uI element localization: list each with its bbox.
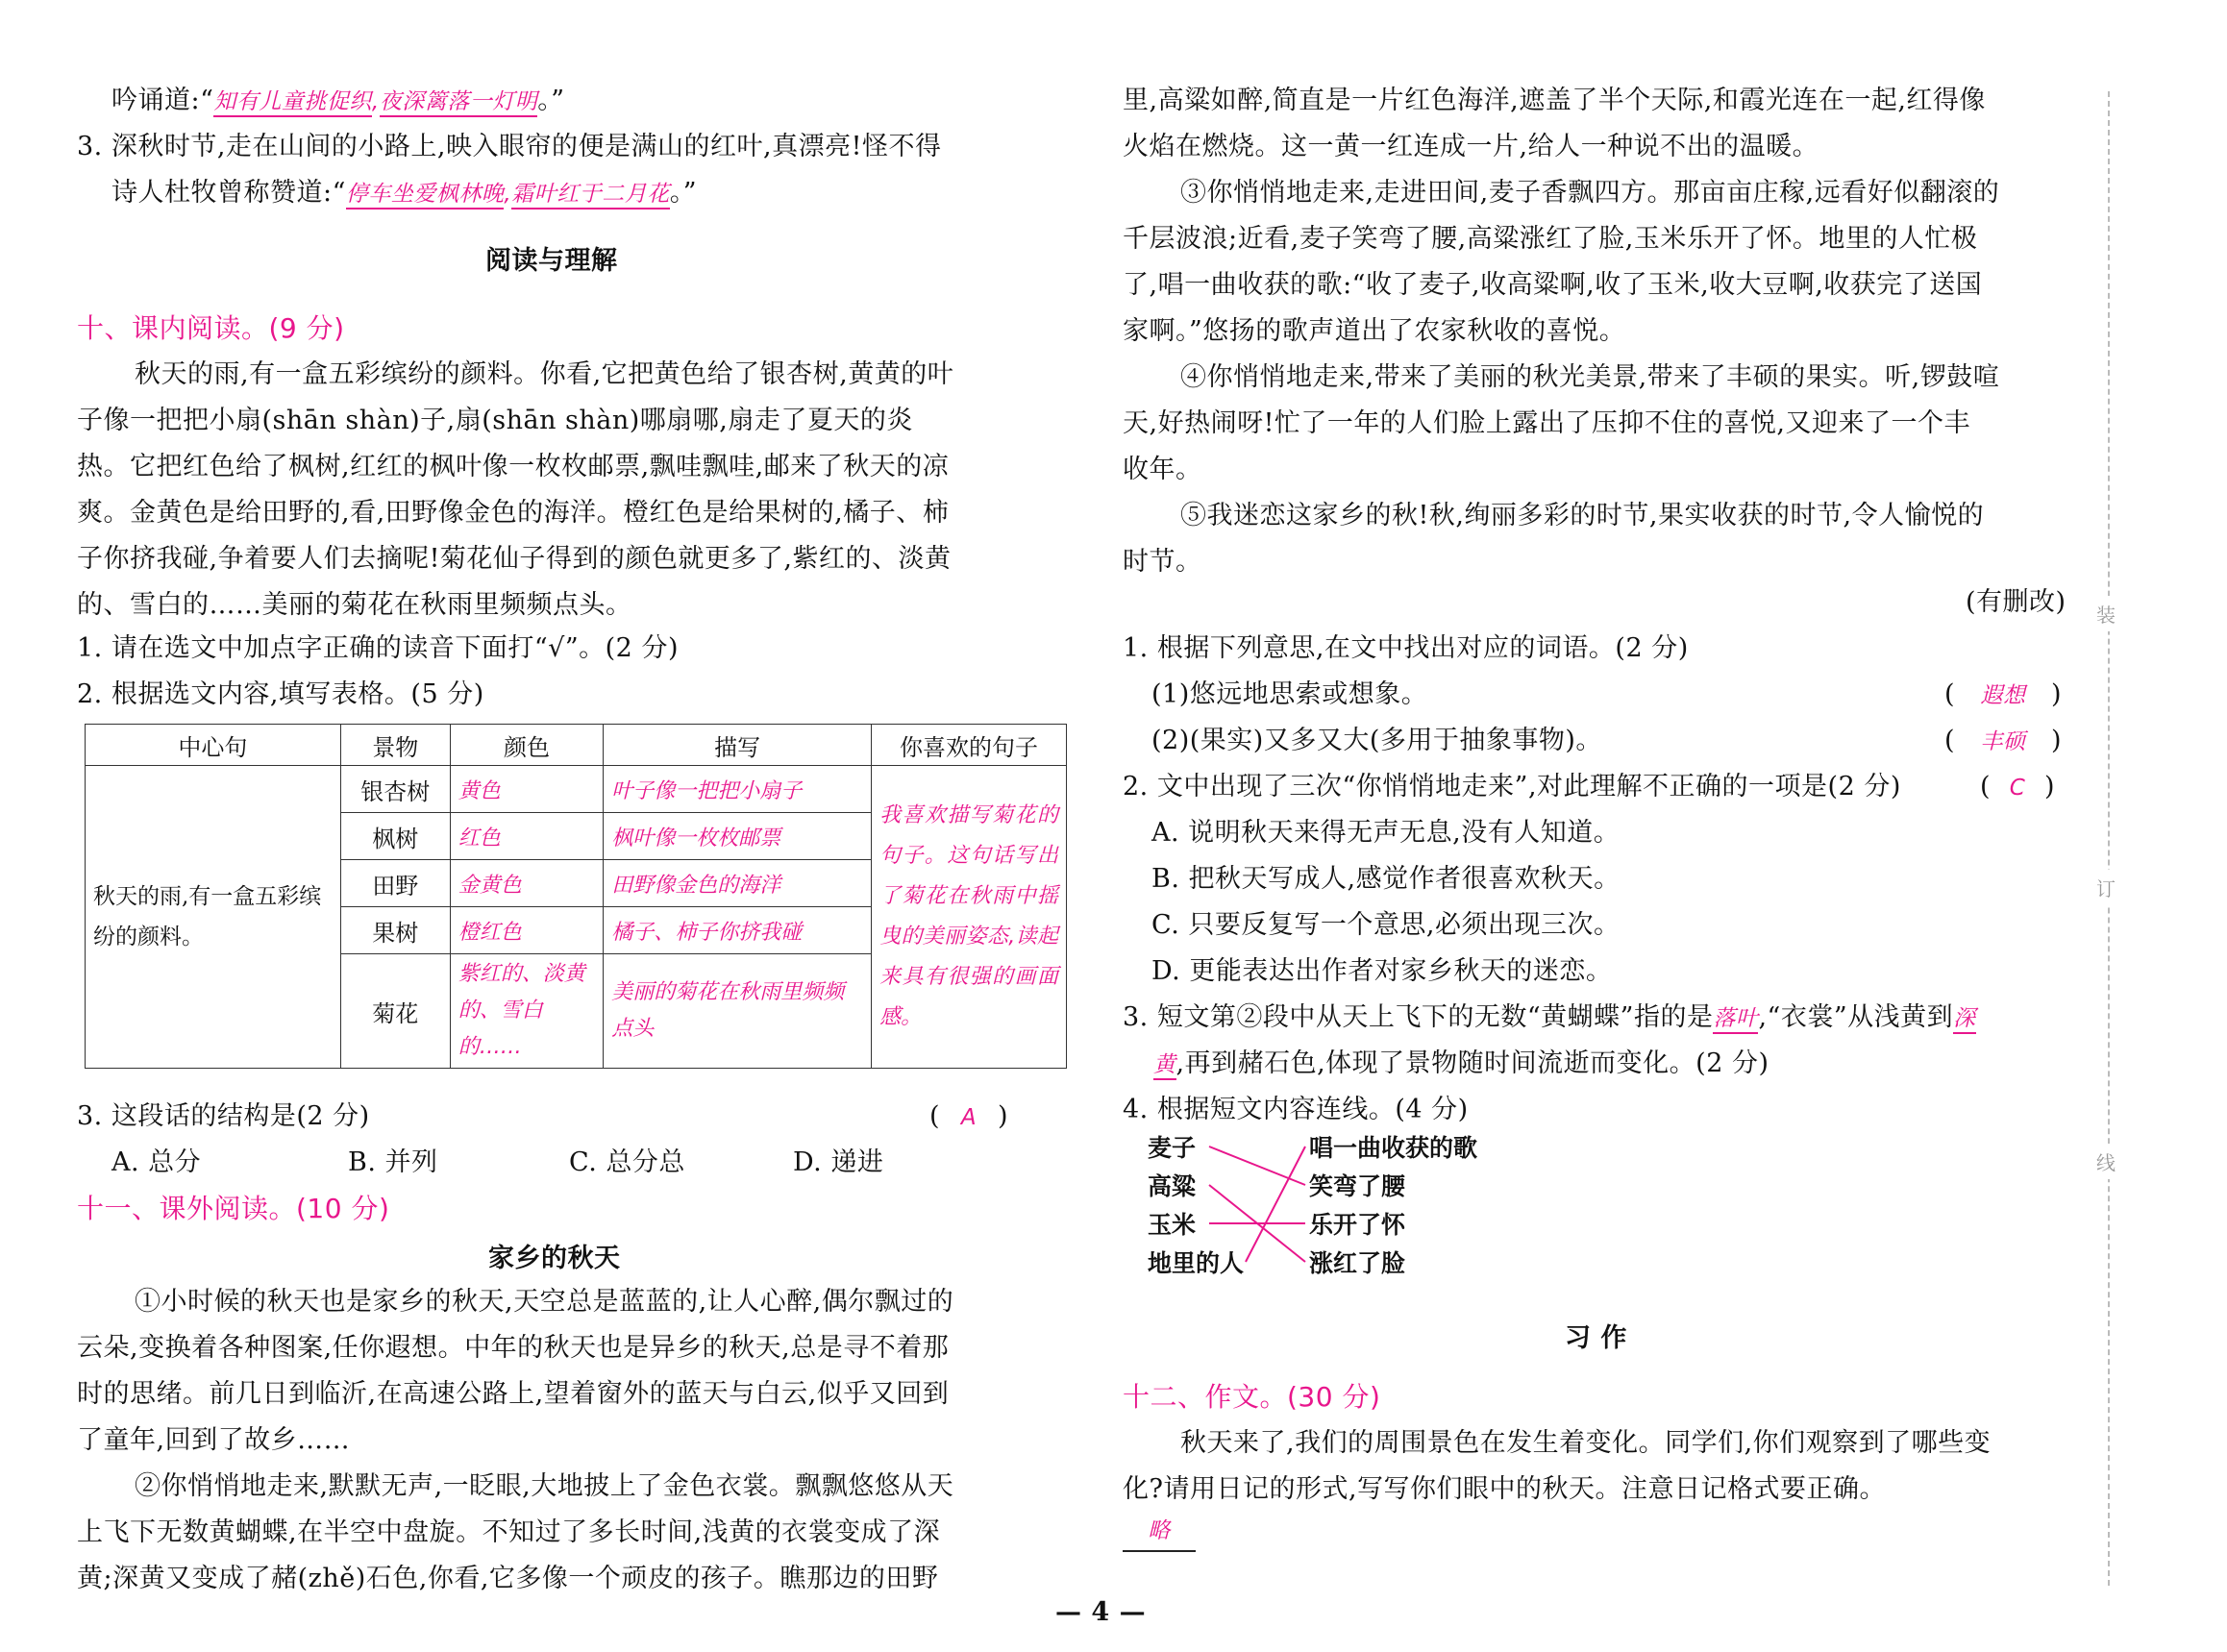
matching-exercise [1148,1129,1494,1288]
question-3-structure: 3. 这段话的结构是(2 分) [77,1101,370,1131]
passage-2-line: 时节。 [1123,547,1202,577]
text: , [371,89,380,114]
answer-bracket [1980,768,2055,807]
match-left-item: 高粱 [1148,1172,1197,1200]
essay-answer [1123,1511,1196,1552]
passage-1-line: 子你挤我碰,争着要人们去摘呢!菊花仙子得到的颜色就更多了,紫红的、淡黄 [77,544,952,574]
table-header: 你喜欢的句子 [872,725,1067,766]
text: ( [1944,679,1956,709]
passage-2-line: ②你悄悄地走来,默默无声,一眨眼,大地披上了金色衣裳。飘飘悠悠从天 [135,1471,954,1501]
option-b: B. 并列 [348,1147,438,1177]
essay-prompt-line: 秋天来了,我们的周围景色在发生着变化。同学们,你们观察到了哪些变 [1180,1428,1992,1458]
answer-r2: C [2009,776,2026,801]
table-cell-thing: 菊花 [340,954,450,1069]
question-2: 2. 根据选文内容,填写表格。(5 分) [77,679,484,709]
poem-line-1 [111,82,565,121]
text: 3. 短文第②段中从天上飞下的无数“黄蝴蝶”指的是 [1123,1002,1714,1032]
table-cell-thing: 枫树 [340,813,450,860]
passage-1-line: 的、雪白的……美丽的菊花在秋雨里频频点头。 [77,590,632,620]
table-cell-color: 黄色 [450,766,603,813]
answer-r3a: 落叶 [1713,1006,1758,1034]
answer-bracket [929,1097,1008,1137]
answer-poem-1b: 夜深篱落一灯明 [380,89,538,117]
table-header-row [86,725,1067,766]
passage-2-line: 收年。 [1123,455,1202,484]
passage-2-line: 上飞下无数黄蝴蝶,在半空中盘旋。不知过了多长时间,浅黄的衣裳变成了深 [77,1517,941,1547]
text: ,再到赭石色,体现了景物随时间流逝而变化。(2 分) [1175,1048,1769,1078]
match-link-line [1209,1147,1305,1185]
table-row [86,766,1067,813]
match-right-item: 笑弯了腰 [1309,1172,1406,1200]
question-r1b: (2)(果实)又多又大(多用于抽象事物)。 [1151,726,1602,755]
option-c: C. 只要反复写一个意思,必须出现三次。 [1151,910,1621,940]
answer-table [85,724,1067,1069]
question-3: 3. 深秋时节,走在山间的小路上,映入眼帘的便是满山的红叶,真漂亮!怪不得 [77,132,942,161]
binding-label: 装 [2096,596,2116,631]
heading-reading: 阅读与理解 [485,246,618,276]
answer-r1b: 丰硕 [1980,729,2026,754]
match-right-item: 涨红了脸 [1309,1249,1406,1277]
passage-1-line: 爽。金黄色是给田野的,看,田野像金色的海洋。橙红色是给果树的,橘子、柿 [77,498,950,528]
option-d: D. 更能表达出作者对家乡秋天的迷恋。 [1151,956,1613,986]
binding-label: 订 [2096,870,2116,905]
table-cell-desc: 美丽的菊花在秋雨里频频点头 [604,954,872,1069]
answer-r3b-cont: 黄 [1153,1052,1176,1080]
match-left-item: 玉米 [1148,1211,1197,1239]
passage-2-line: 千层波浪;近看,麦子笑弯了腰,高粱涨红了脸,玉米乐开了怀。地里的人忙极 [1123,224,1978,254]
passage-2-line: 天,好热闹呀!忙了一年的人们脸上露出了压抑不住的喜悦,又迎来了一个丰 [1123,408,1971,438]
answer-r1a: 遐想 [1980,683,2026,708]
table-cell-desc: 叶子像一把把小扇子 [604,766,872,813]
match-left-item: 地里的人 [1148,1249,1245,1277]
option-d: D. 递进 [793,1147,884,1177]
table-cell-color: 紫红的、淡黄的、雪白的…… [450,954,603,1069]
passage-2-line: 时的思绪。前几日到临沂,在高速公路上,望着窗外的蓝天与白云,似乎又回到 [77,1379,950,1409]
table-cell-desc: 橘子、柿子你挤我碰 [604,907,872,954]
table-cell-color: 红色 [450,813,603,860]
question-r3-cont [1153,1045,1769,1084]
table-cell-color: 金黄色 [450,860,603,907]
text: ,“衣裳”从浅黄到 [1758,1002,1954,1032]
section-12-title: 十二、作文。(30 分) [1123,1381,1381,1413]
text: , [504,182,512,207]
table-cell-thing: 银杏树 [340,766,450,813]
text: ( [1944,726,1956,755]
table-header: 描写 [604,725,872,766]
passage-2-title: 家乡的秋天 [488,1244,621,1273]
binding-label: 线 [2096,1144,2116,1179]
question-r2: 2. 文中出现了三次“你悄悄地走来”,对此理解不正确的一项是(2 分) [1123,772,1901,801]
text: ( [1980,772,1992,801]
answer-r3b: 深 [1953,1006,1976,1034]
table-cell-color: 橙红色 [450,907,603,954]
text: 吟诵道:“ [111,86,214,115]
text: 诗人杜牧曾称赞道:“ [111,178,346,208]
table-cell-desc: 枫叶像一枚枚邮票 [604,813,872,860]
match-right-item: 唱一曲收获的歌 [1309,1134,1478,1162]
answer-poem-2a: 停车坐爱枫林晚 [346,182,505,210]
question-r4: 4. 根据短文内容连线。(4 分) [1123,1095,1469,1124]
question-r1: 1. 根据下列意思,在文中找出对应的词语。(2 分) [1123,633,1689,663]
table-header: 景物 [340,725,450,766]
passage-2-line: ①小时候的秋天也是家乡的秋天,天空总是蓝蓝的,让人心醉,偶尔飘过的 [135,1287,954,1317]
passage-2-line: 黄;深黄又变成了赭(zhě)石色,你看,它多像一个顽皮的孩子。瞧那边的田野 [77,1564,939,1593]
table-header: 中心句 [86,725,341,766]
text: ) [998,1101,1009,1131]
question-r3 [1123,999,1976,1038]
option-a: A. 说明秋天来得无声无息,没有人知道。 [1151,818,1621,848]
match-lines [1148,1129,1494,1288]
passage-1-line: 子像一把把小扇(shān shàn)子,扇(shān shàn)哪扇哪,扇走了夏天的炎 [77,406,913,435]
passage-2-line: 云朵,变换着各种图案,任你遐想。中年的秋天也是异乡的秋天,总是寻不着那 [77,1333,950,1363]
poem-line-2 [111,174,697,213]
answer-poem-2b: 霜叶红于二月花 [511,182,670,210]
passage-2-line: 了童年,回到了故乡…… [77,1425,351,1455]
answer-poem-1a: 知有儿童挑促织 [213,89,372,117]
passage-2-line: ④你悄悄地走来,带来了美丽的秋光美景,带来了丰硕的果实。听,锣鼓喧 [1180,362,2000,392]
option-a: A. 总分 [111,1147,202,1177]
essay-answer-text: 略 [1123,1512,1196,1552]
text: ) [2051,726,2063,755]
answer-bracket [1944,676,2062,715]
match-right-item: 乐开了怀 [1309,1211,1406,1239]
text: ) [2051,679,2063,709]
option-b: B. 把秋天写成人,感觉作者很喜欢秋天。 [1151,864,1621,894]
passage-2-line: 里,高粱如醉,简直是一片红色海洋,遮盖了半个天际,和霞光连在一起,红得像 [1123,86,1986,115]
question-1: 1. 请在选文中加点字正确的读音下面打“√”。(2 分) [77,633,679,663]
page-number: — 4 — [1055,1597,1147,1627]
table-cell-thing: 田野 [340,860,450,907]
passage-2-line: ③你悄悄地走来,走进田间,麦子香飘四方。那亩亩庄稼,远看好似翻滚的 [1180,178,2000,208]
text: ) [2044,772,2056,801]
passage-1-line: 热。它把红色给了枫树,红红的枫叶像一枚枚邮票,飘哇飘哇,邮来了秋天的凉 [77,452,950,481]
passage-2-line: 了,唱一曲收获的歌:“收了麦子,收高粱啊,收了玉米,收大豆啊,收获完了送国 [1123,270,1983,300]
table-header: 颜色 [450,725,603,766]
passage-2-line: 火焰在燃烧。这一黄一红连成一片,给人一种说不出的温暖。 [1123,132,1819,161]
match-left-item: 麦子 [1148,1134,1197,1162]
table-cell-like: 我喜欢描写菊花的句子。这句话写出了菊花在秋雨中摇曳的美丽姿态,读起来具有很强的画面感。 [872,766,1067,1069]
text: 。” [669,178,698,208]
option-c: C. 总分总 [569,1147,685,1177]
essay-prompt-line: 化?请用日记的形式,写写你们眼中的秋天。注意日记格式要正确。 [1123,1474,1887,1504]
question-r1a: (1)悠远地思索或想象。 [1151,679,1428,709]
passage-2-line: ⑤我迷恋这家乡的秋!秋,绚丽多彩的时节,果实收获的时节,令人愉悦的 [1180,501,1985,530]
section-11-title: 十一、课外阅读。(10 分) [77,1193,390,1224]
table-center-sentence: 秋天的雨,有一盒五彩缤纷的颜料。 [86,766,341,1069]
heading-writing: 习 作 [1565,1323,1627,1353]
section-10-title: 十、课内阅读。(9 分) [77,312,345,344]
passage-1-line: 秋天的雨,有一盒五彩缤纷的颜料。你看,它把黄色给了银杏树,黄黄的叶 [135,359,954,389]
source-note: (有删改) [1966,587,2066,617]
table-cell-desc: 田野像金色的海洋 [604,860,872,907]
text: ( [929,1101,941,1131]
answer-q3: A [960,1105,977,1130]
text: 。” [537,86,565,115]
passage-2-line: 家啊。”悠扬的歌声道出了农家秋收的喜悦。 [1123,316,1626,346]
table-cell-thing: 果树 [340,907,450,954]
binding-line [2108,91,2110,1586]
answer-bracket [1944,722,2062,761]
